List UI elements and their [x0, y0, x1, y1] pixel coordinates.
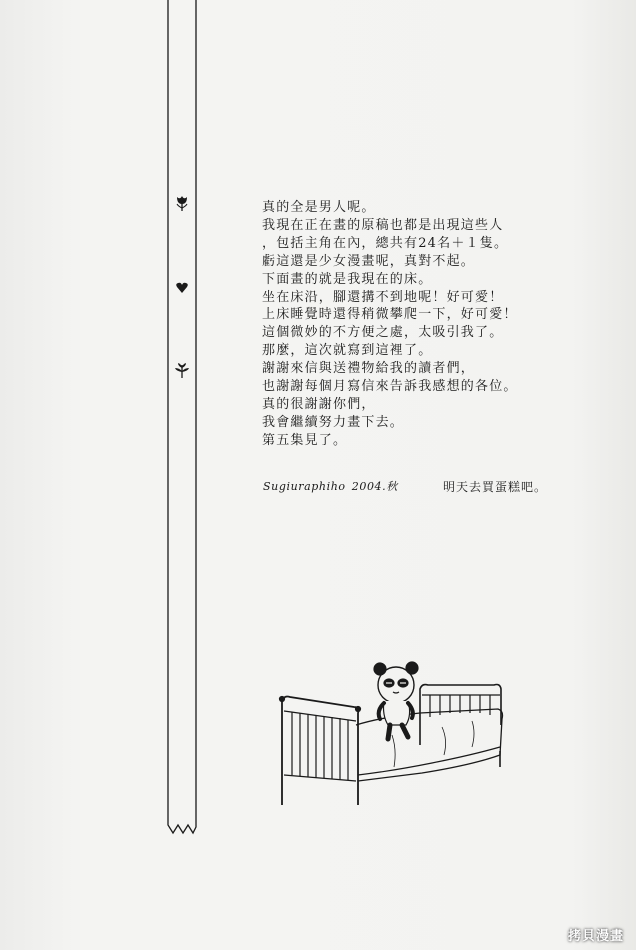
letter-line: 真的全是男人呢。 — [262, 200, 376, 215]
author-signature — [263, 478, 398, 494]
letter-line: 我會繼續努力畫下去。 — [262, 414, 405, 430]
sprout-icon — [172, 360, 192, 380]
tulip-icon — [172, 193, 192, 213]
heart-icon — [172, 278, 192, 298]
signature-name: Sugiuraphiho — [263, 480, 346, 493]
letter-line: 謝謝來信與送禮物給我的讀者們， — [262, 361, 476, 377]
letter-line: 上床睡覺時還得稍微攀爬一下，好可愛！ — [262, 307, 518, 323]
decorative-ribbon — [167, 0, 197, 836]
letter-line: 真的很謝謝你們， — [262, 396, 376, 412]
letter-line: 第五集見了。 — [262, 432, 348, 448]
letter-line: 下面畫的就是我現在的床。 — [262, 271, 433, 287]
letter-line: 虧這還是少女漫畫呢，真對不起。 — [262, 253, 476, 269]
letter-line: 坐在床沿，腳還搆不到地呢！好可愛！ — [262, 289, 504, 305]
panda-bed-illustration — [272, 655, 512, 815]
signature-date: 2004.秋 — [351, 480, 398, 493]
watermark-logo: 拷貝漫畫 — [567, 929, 624, 944]
letter-line: 我現在正在畫的原稿也都是出現這些人 — [262, 217, 504, 233]
letter-line: 也謝謝每個月寫信來告訴我感想的各位。 — [262, 379, 518, 395]
letter-line: 這個微妙的不方便之處，太吸引我了。 — [262, 325, 504, 341]
postscript: 明天去買蛋糕吧。 — [443, 480, 548, 494]
afterword-text — [262, 199, 562, 450]
letter-line: 那麼，這次就寫到這裡了。 — [262, 343, 433, 359]
letter-line: ，包括主角在內，總共有24名＋１隻。 — [262, 235, 509, 251]
